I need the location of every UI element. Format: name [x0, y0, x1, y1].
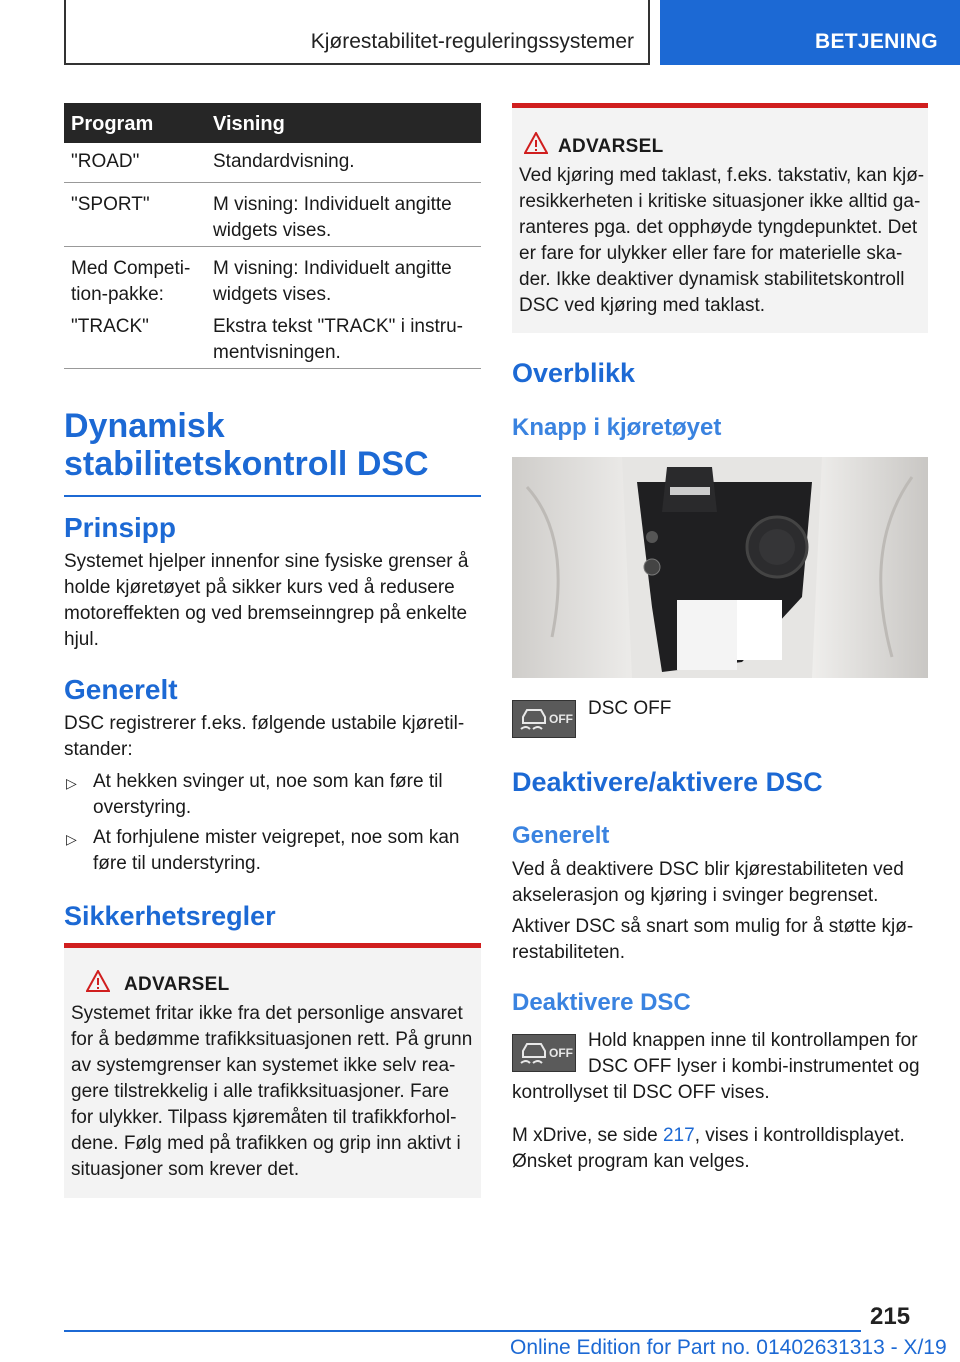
list-item: At forhjulene mister veigrepet, noe som kan føre til understyring. — [93, 827, 460, 874]
console-illustration — [512, 457, 928, 678]
general-heading: Generelt — [64, 674, 178, 705]
warning-text: Systemet fritar ikke fra det personlige ansvaret for å bedømme trafikksituasjonen rett. På grunn av systemgrenser kan systemet ikke selv rea-gere tilstrekkelig i alle trafikksituasjoner. Fare for ulykker. Tilpass kjøremåten til trafikkforhol-dene. Følg med på trafikken og grip inn aktivt i situasjoner som krever det. — [71, 1003, 473, 1180]
table-header-view: Visning — [213, 113, 285, 135]
deactivate-heading: Deaktivere/aktivere DSC — [512, 767, 823, 797]
bullet-triangle-icon: ▷ — [66, 831, 77, 847]
header-chapter-tab[interactable] — [660, 0, 960, 65]
deact-text: Hold knappen inne til kontrollampen for DSC OFF lyser i kombi-instrumentet og — [588, 1030, 920, 1077]
table-cell-view: Standardvisning. — [213, 151, 355, 172]
car-skid-icon — [517, 705, 551, 735]
table-cell-program: "TRACK" — [71, 316, 149, 337]
principle-text: Systemet hjelper innenfor sine fysiske grenser å holde kjøretøyet på sikker kurs ved å redusere motoreffekten og ved bremseinngrep på enkelte hjul. — [64, 551, 469, 650]
program-text: Ønsket program kan velges. — [512, 1151, 750, 1172]
footer-edition: Online Edition for Part no. 01402631313 - X/19 — [510, 1336, 947, 1359]
center-console-photo — [512, 457, 928, 678]
table-header — [64, 103, 481, 143]
program-table — [64, 103, 481, 369]
table-cell-view: Ekstra tekst "TRACK" i instru-mentvisningen. — [213, 316, 463, 363]
table-cell-program: "SPORT" — [71, 194, 150, 215]
dsc-icon-label: OFF — [549, 1046, 573, 1060]
dsc-icon-label: OFF — [549, 712, 573, 726]
xdrive-prefix: M xDrive, se side — [512, 1125, 663, 1146]
warning-triangle-icon — [86, 970, 110, 992]
header-section-title: Kjørestabilitet-reguleringssystemer — [310, 30, 634, 53]
table-row — [64, 143, 481, 183]
table-cell-program: "ROAD" — [71, 151, 140, 172]
dsc-off-icon — [512, 1034, 576, 1072]
table-cell-view: M visning: Individuelt angitte widgets vises. — [213, 194, 452, 241]
general-text: DSC registrerer f.eks. følgende ustabile kjøretil-stander: — [64, 713, 465, 760]
header-section-box — [64, 0, 650, 65]
table-header-program: Program — [71, 113, 154, 135]
footer-divider — [64, 1330, 861, 1332]
warning-box — [512, 103, 928, 333]
page-reference-link[interactable]: 217 — [662, 1125, 695, 1146]
button-heading: Knapp i kjøretøyet — [512, 414, 722, 441]
general-text-right-2: Aktiver DSC så snart som mulig for å støtte kjø-restabiliteten. — [512, 916, 914, 963]
overview-heading: Overblikk — [512, 358, 636, 388]
warning-title: ADVARSEL — [558, 136, 664, 157]
principle-heading: Prinsipp — [64, 512, 177, 543]
bullet-triangle-icon: ▷ — [66, 775, 77, 791]
car-skid-icon — [517, 1039, 551, 1069]
deact-dsc-heading: Deaktivere DSC — [512, 989, 691, 1016]
table-row — [64, 183, 481, 247]
warning-box — [64, 943, 481, 1198]
table-cell-program: Med Competi-tion-pakke: — [71, 258, 191, 305]
table-row — [64, 247, 481, 369]
warning-text: Ved kjøring med taklast, f.eks. takstativ, kan kjø-resikkerheten i kritiske situasjoner ikke alltid ga-ranteres pga. det opphøyde tyngdepunktet. Det er fare for ulykker eller fare for materielle ska-der. Ikke deaktiver dynamisk stabilitetskontroll DSC ved kjøring med taklast. — [519, 165, 925, 316]
warning-title: ADVARSEL — [124, 974, 230, 995]
main-heading: Dynamisk stabilitetskontroll DSC — [64, 407, 481, 497]
general-heading-right: Generelt — [512, 822, 610, 849]
deact-text-cont: kontrollyset til DSC OFF vises. — [512, 1082, 770, 1103]
dsc-off-label: DSC OFF — [588, 698, 672, 719]
warning-triangle-icon — [524, 132, 548, 154]
list-item: At hekken svinger ut, noe som kan føre til overstyring. — [93, 771, 443, 818]
xdrive-text — [512, 1123, 928, 1149]
safety-heading: Sikkerhetsregler — [64, 901, 276, 931]
header-chapter-label: BETJENING — [815, 30, 938, 53]
general-text-right-1: Ved å deaktivere DSC blir kjørestabiliteten ved akselerasjon og kjøring i svinger begrenset. — [512, 859, 904, 906]
page-number: 215 — [870, 1303, 911, 1330]
table-cell-view: M visning: Individuelt angitte widgets vises. — [213, 258, 452, 305]
xdrive-suffix: , vises i kontrolldisplayet. — [694, 1125, 905, 1146]
dsc-off-icon — [512, 700, 576, 738]
